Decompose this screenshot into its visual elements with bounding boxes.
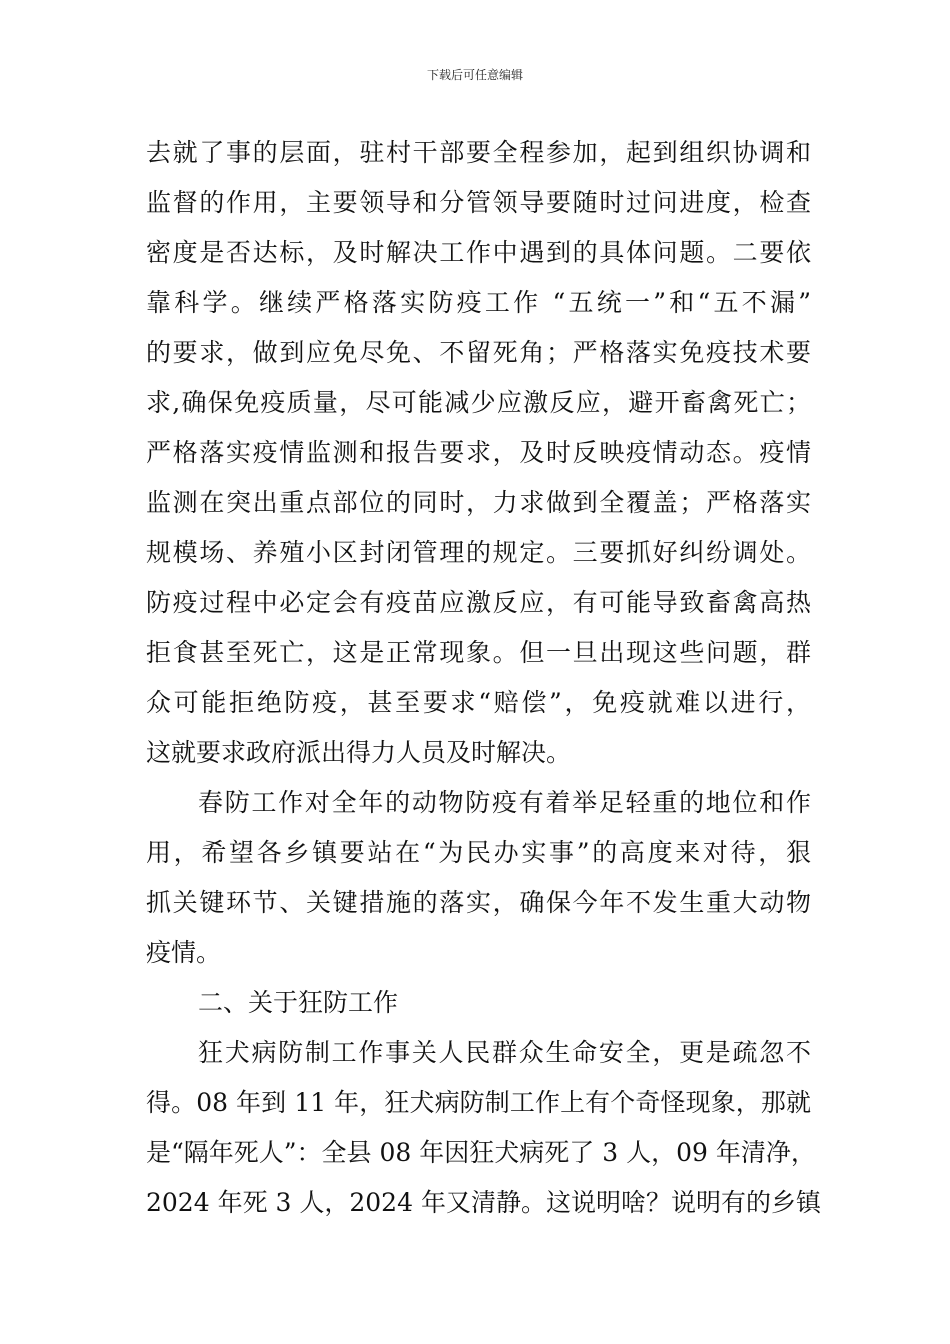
text-line: 监测在突出重点部位的同时，力求做到全覆盖；严格落实 bbox=[146, 488, 811, 517]
paragraph-2 bbox=[146, 778, 811, 978]
text-line: 用，希望各乡镇要站在“为民办实事”的高度来对待，狠 bbox=[146, 838, 811, 867]
paragraph-3 bbox=[146, 1028, 821, 1228]
text-line: 规模场、养殖小区封闭管理的规定。三要抓好纠纷调处。 bbox=[146, 538, 811, 567]
text-line: 狂犬病防制工作事关人民群众生命安全，更是疏忽不 bbox=[198, 1038, 811, 1067]
text-line: 求,确保免疫质量，尽可能减少应激反应，避开畜禽死亡； bbox=[146, 388, 811, 417]
text-line: 密度是否达标，及时解决工作中遇到的具体问题。二要依 bbox=[146, 238, 811, 267]
text-line: 这就要求政府派出得力人员及时解决。 bbox=[146, 738, 572, 767]
text-line: 的要求，做到应免尽免、不留死角；严格落实免疫技术要 bbox=[146, 338, 811, 367]
section-heading bbox=[146, 978, 811, 1028]
page-header: 下载后可任意编辑 bbox=[426, 68, 523, 82]
text-line: 拒食甚至死亡，这是正常现象。但一旦出现这些问题，群 bbox=[146, 638, 811, 667]
text-line: 众可能拒绝防疫，甚至要求“赔偿”，免疫就难以进行， bbox=[146, 688, 811, 717]
text-line: 疫情。 bbox=[146, 938, 222, 967]
text-line: 2024 年死 3 人，2024 年又清静。这说明啥？说明有的乡镇 bbox=[146, 1188, 821, 1217]
paragraph-1 bbox=[146, 128, 811, 778]
text-line: 春防工作对全年的动物防疫有着举足轻重的地位和作 bbox=[198, 788, 811, 817]
text-line: 抓关键环节、关键措施的落实，确保今年不发生重大动物 bbox=[146, 888, 811, 917]
section-heading-text: 二、关于狂防工作 bbox=[198, 988, 399, 1017]
text-line: 严格落实疫情监测和报告要求，及时反映疫情动态。疫情 bbox=[146, 438, 811, 467]
document-body bbox=[146, 128, 821, 1228]
text-line: 得。08 年到 11 年，狂犬病防制工作上有个奇怪现象，那就 bbox=[146, 1088, 811, 1117]
text-line: 防疫过程中必定会有疫苗应激反应，有可能导致畜禽高热 bbox=[146, 588, 811, 617]
text-line: 靠科学。继续严格落实防疫工作 “五统一”和“五不漏” bbox=[146, 288, 811, 317]
text-line: 去就了事的层面，驻村干部要全程参加，起到组织协调和 bbox=[146, 138, 811, 167]
text-line: 是“隔年死人”：全县 08 年因狂犬病死了 3 人，09 年清净， bbox=[146, 1138, 816, 1167]
text-line: 监督的作用，主要领导和分管领导要随时过问进度，检查 bbox=[146, 188, 811, 217]
